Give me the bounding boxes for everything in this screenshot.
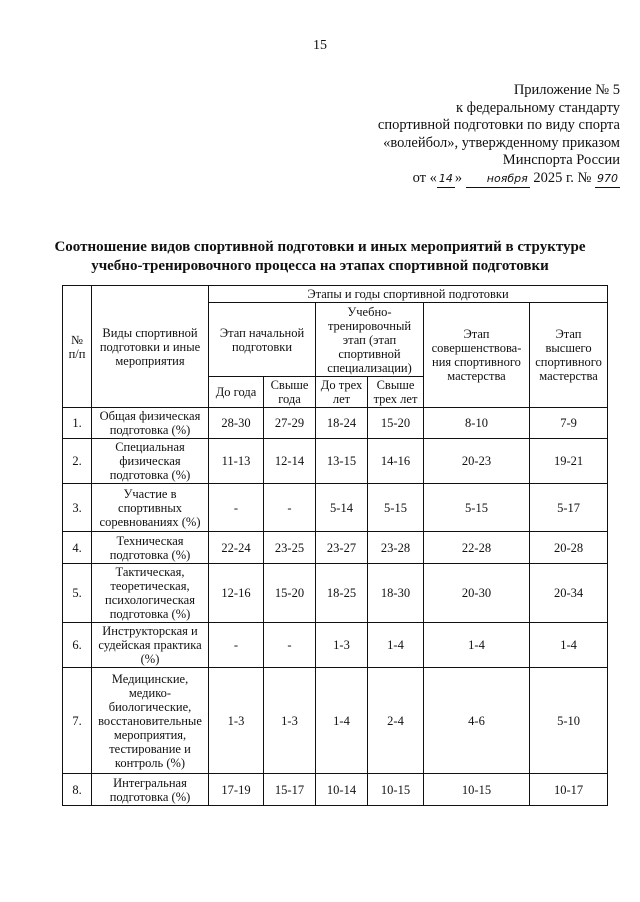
cell-value: 1-3: [264, 668, 316, 774]
document-title: [40, 238, 600, 276]
cell-value: 23-27: [316, 532, 368, 564]
cell-value: 5-15: [368, 484, 424, 532]
cell-value: 20-23: [424, 439, 530, 484]
cell-value: 15-20: [368, 408, 424, 439]
appendix-header: [330, 82, 620, 188]
header-stage-initial: Этап начальной подготовки: [209, 303, 316, 377]
cell-value: 10-15: [424, 774, 530, 806]
row-name: Инструкторская и судейская практика (%): [92, 623, 209, 668]
row-number: 8.: [63, 774, 92, 806]
cell-value: 8-10: [424, 408, 530, 439]
cell-value: 23-28: [368, 532, 424, 564]
cell-value: 12-16: [209, 564, 264, 623]
row-name: Общая физическая подготовка (%): [92, 408, 209, 439]
table-row: [63, 408, 608, 439]
row-name: Специальная физическая подготовка (%): [92, 439, 209, 484]
header-kinds: Виды спортивной подготовки и иные мероприятия: [92, 286, 209, 408]
row-name: Участие в спортивных соревнованиях (%): [92, 484, 209, 532]
appendix-line-4: «волейбол», утвержденному приказом: [383, 134, 620, 151]
cell-value: 22-24: [209, 532, 264, 564]
cell-value: 10-17: [530, 774, 608, 806]
row-number: 5.: [63, 564, 92, 623]
cell-value: 23-25: [264, 532, 316, 564]
header-sub-1: До года: [209, 377, 264, 408]
cell-value: 15-17: [264, 774, 316, 806]
row-number: 4.: [63, 532, 92, 564]
title-line-2: учебно-тренировочного процесса на этапах спортивной подготовки: [91, 258, 549, 274]
cell-value: -: [209, 484, 264, 532]
header-row-1: [63, 286, 608, 303]
cell-value: 1-3: [316, 623, 368, 668]
header-sub-2: Свыше года: [264, 377, 316, 408]
page-number: 15: [313, 38, 327, 53]
table-row: [63, 439, 608, 484]
header-sub-3: До трех лет: [316, 377, 368, 408]
cell-value: 5-14: [316, 484, 368, 532]
cell-value: 10-15: [368, 774, 424, 806]
date-year: 2025 г. №: [533, 169, 592, 186]
cell-value: 28-30: [209, 408, 264, 439]
appendix-line-3: спортивной подготовки по виду спорта: [377, 117, 620, 133]
training-ratio-table: [62, 285, 608, 806]
cell-value: 18-24: [316, 408, 368, 439]
table-row: [63, 623, 608, 668]
cell-value: 19-21: [530, 439, 608, 484]
row-number: 2.: [63, 439, 92, 484]
cell-value: -: [264, 623, 316, 668]
row-number: 3.: [63, 484, 92, 532]
header-sub-4: Свыше трех лет: [368, 377, 424, 408]
table-row: [63, 668, 608, 774]
header-stage-training: Учебно-тренировочный этап (этап спортивной специализации): [316, 303, 424, 377]
row-name: Интегральная подготовка (%): [92, 774, 209, 806]
row-name: Техническая подготовка (%): [92, 532, 209, 564]
table-row: [63, 484, 608, 532]
row-number: 6.: [63, 623, 92, 668]
cell-value: 14-16: [368, 439, 424, 484]
appendix-line-2: к федеральному стандарту: [456, 99, 620, 116]
cell-value: 11-13: [209, 439, 264, 484]
order-number: 970: [595, 170, 620, 189]
cell-value: 12-14: [264, 439, 316, 484]
cell-value: 27-29: [264, 408, 316, 439]
header-num: № п/п: [63, 286, 92, 408]
cell-value: 1-4: [424, 623, 530, 668]
header-stage-highest: Этап высшего спортивного мастерства: [530, 303, 608, 408]
date-prefix: от «: [412, 169, 437, 186]
cell-value: 5-10: [530, 668, 608, 774]
appendix-date-line: [330, 170, 620, 189]
cell-value: 20-28: [530, 532, 608, 564]
cell-value: 20-34: [530, 564, 608, 623]
date-day: 14: [437, 170, 455, 189]
cell-value: 1-4: [368, 623, 424, 668]
cell-value: -: [264, 484, 316, 532]
row-number: 1.: [63, 408, 92, 439]
table-row: [63, 532, 608, 564]
table-row: [63, 774, 608, 806]
row-number: 7.: [63, 668, 92, 774]
row-name: Тактическая, теоретическая, психологическая подготовка (%): [92, 564, 209, 623]
cell-value: 15-20: [264, 564, 316, 623]
cell-value: 4-6: [424, 668, 530, 774]
cell-value: 1-4: [316, 668, 368, 774]
cell-value: -: [209, 623, 264, 668]
cell-value: 5-17: [530, 484, 608, 532]
cell-value: 18-30: [368, 564, 424, 623]
cell-value: 20-30: [424, 564, 530, 623]
header-stage-improvement: Этап совершенствова-ния спортивного мастерства: [424, 303, 530, 408]
header-stages: Этапы и годы спортивной подготовки: [209, 286, 608, 303]
appendix-title: Приложение № 5: [513, 82, 620, 98]
date-month: ноября: [466, 170, 530, 189]
cell-value: 1-3: [209, 668, 264, 774]
appendix-line-5: Минспорта России: [502, 152, 620, 168]
cell-value: 17-19: [209, 774, 264, 806]
cell-value: 22-28: [424, 532, 530, 564]
table-row: [63, 564, 608, 623]
cell-value: 5-15: [424, 484, 530, 532]
cell-value: 18-25: [316, 564, 368, 623]
row-name: Медицинские, медико-биологические, восстановительные мероприятия, тестирование и контроль (%): [92, 668, 209, 774]
cell-value: 1-4: [530, 623, 608, 668]
title-line-1: Соотношение видов спортивной подготовки и иных мероприятий в структуре: [54, 239, 586, 255]
cell-value: 7-9: [530, 408, 608, 439]
cell-value: 10-14: [316, 774, 368, 806]
cell-value: 13-15: [316, 439, 368, 484]
date-sep: »: [454, 169, 463, 186]
cell-value: 2-4: [368, 668, 424, 774]
